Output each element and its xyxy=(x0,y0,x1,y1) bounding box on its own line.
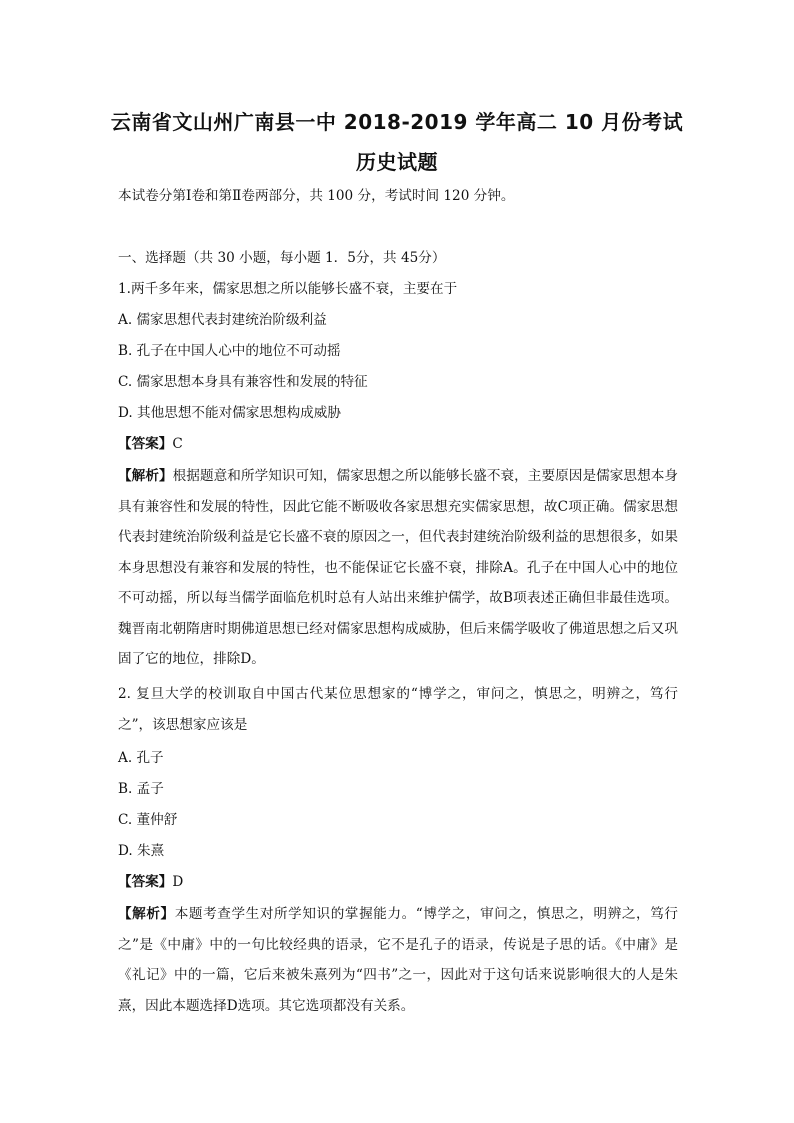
question-2-option-c: C. 董仲舒 xyxy=(118,812,178,828)
question-2-option-d: D. 朱熹 xyxy=(118,843,165,859)
exam-intro: 本试卷分第Ⅰ卷和第Ⅱ卷两部分，共 100 分，考试时间 120 分钟。 xyxy=(118,188,515,204)
question-1-stem: 1.两千多年来，儒家思想之所以能够长盛不衰，主要在于 xyxy=(118,281,458,297)
section-heading: 一、选择题（共 30 小题，每小题 1．5分，共 45分） xyxy=(118,250,446,266)
question-2-analysis xyxy=(118,899,678,1021)
question-1-option-b: B. 孔子在中国人心中的地位不可动摇 xyxy=(118,343,341,359)
analysis-label: 【解析】 xyxy=(118,468,173,484)
question-1-option-d: D. 其他思想不能对儒家思想构成威胁 xyxy=(118,405,341,421)
question-1-analysis xyxy=(118,461,678,675)
exam-title: 云南省文山州广南县一中 2018-2019 学年高二 10 月份考试 xyxy=(110,110,684,134)
question-2-option-b: B. 孟子 xyxy=(118,781,164,797)
answer-value: C xyxy=(172,436,183,452)
question-2-stem: 2. 复旦大学的校训取自中国古代某位思想家的“博学之，审问之，慎思之，明辨之，笃行之”，该思想家应该是 xyxy=(118,686,678,733)
question-1-option-c: C. 儒家思想本身具有兼容性和发展的特征 xyxy=(118,374,368,390)
question-2-answer xyxy=(118,872,183,892)
analysis-text: 本题考查学生对所学知识的掌握能力。“博学之，审问之，慎思之，明辨之，笃行之”是《中庸》中的一句比较经典的语录，它不是孔子的语录，传说是子思的话。《中庸》是《礼记》中的一篇，它后来被朱熹列为“四书”之一，因此对于这句话来说影响很大的人是朱熹，因此本题选择D选项。其它选项都没有关系。 xyxy=(118,906,679,1014)
question-2-option-a: A. 孔子 xyxy=(118,750,164,766)
answer-label: 【答案】 xyxy=(118,436,173,452)
question-1-answer xyxy=(118,434,183,454)
analysis-label: 【解析】 xyxy=(118,906,175,922)
analysis-text: 根据题意和所学知识可知，儒家思想之所以能够长盛不衰，主要原因是儒家思想本身具有兼容性和发展的特性，因此它能不断吸收各家思想充实儒家思想，故C项正确。儒家思想代表封建统治阶级利益是它长盛不衰的原因之一，但代表封建统治阶级利益的思想很多，如果本身思想没有兼容和发展的特性，也不能保证它长盛不衰，排除A。孔子在中国人心中的地位不可动摇，所以每当儒学面临危机时总有人站出来维护儒学，故B项表述正确但非最佳选项。魏晋南北朝隋唐时期佛道思想已经对儒家思想构成威胁，但后来儒学吸收了佛道思想之后又巩固了它的地位，排除D。 xyxy=(118,468,678,667)
answer-value: D xyxy=(172,874,184,890)
answer-label: 【答案】 xyxy=(118,874,173,890)
question-1-option-a: A. 儒家思想代表封建统治阶级利益 xyxy=(118,312,327,328)
exam-subtitle: 历史试题 xyxy=(356,150,438,174)
